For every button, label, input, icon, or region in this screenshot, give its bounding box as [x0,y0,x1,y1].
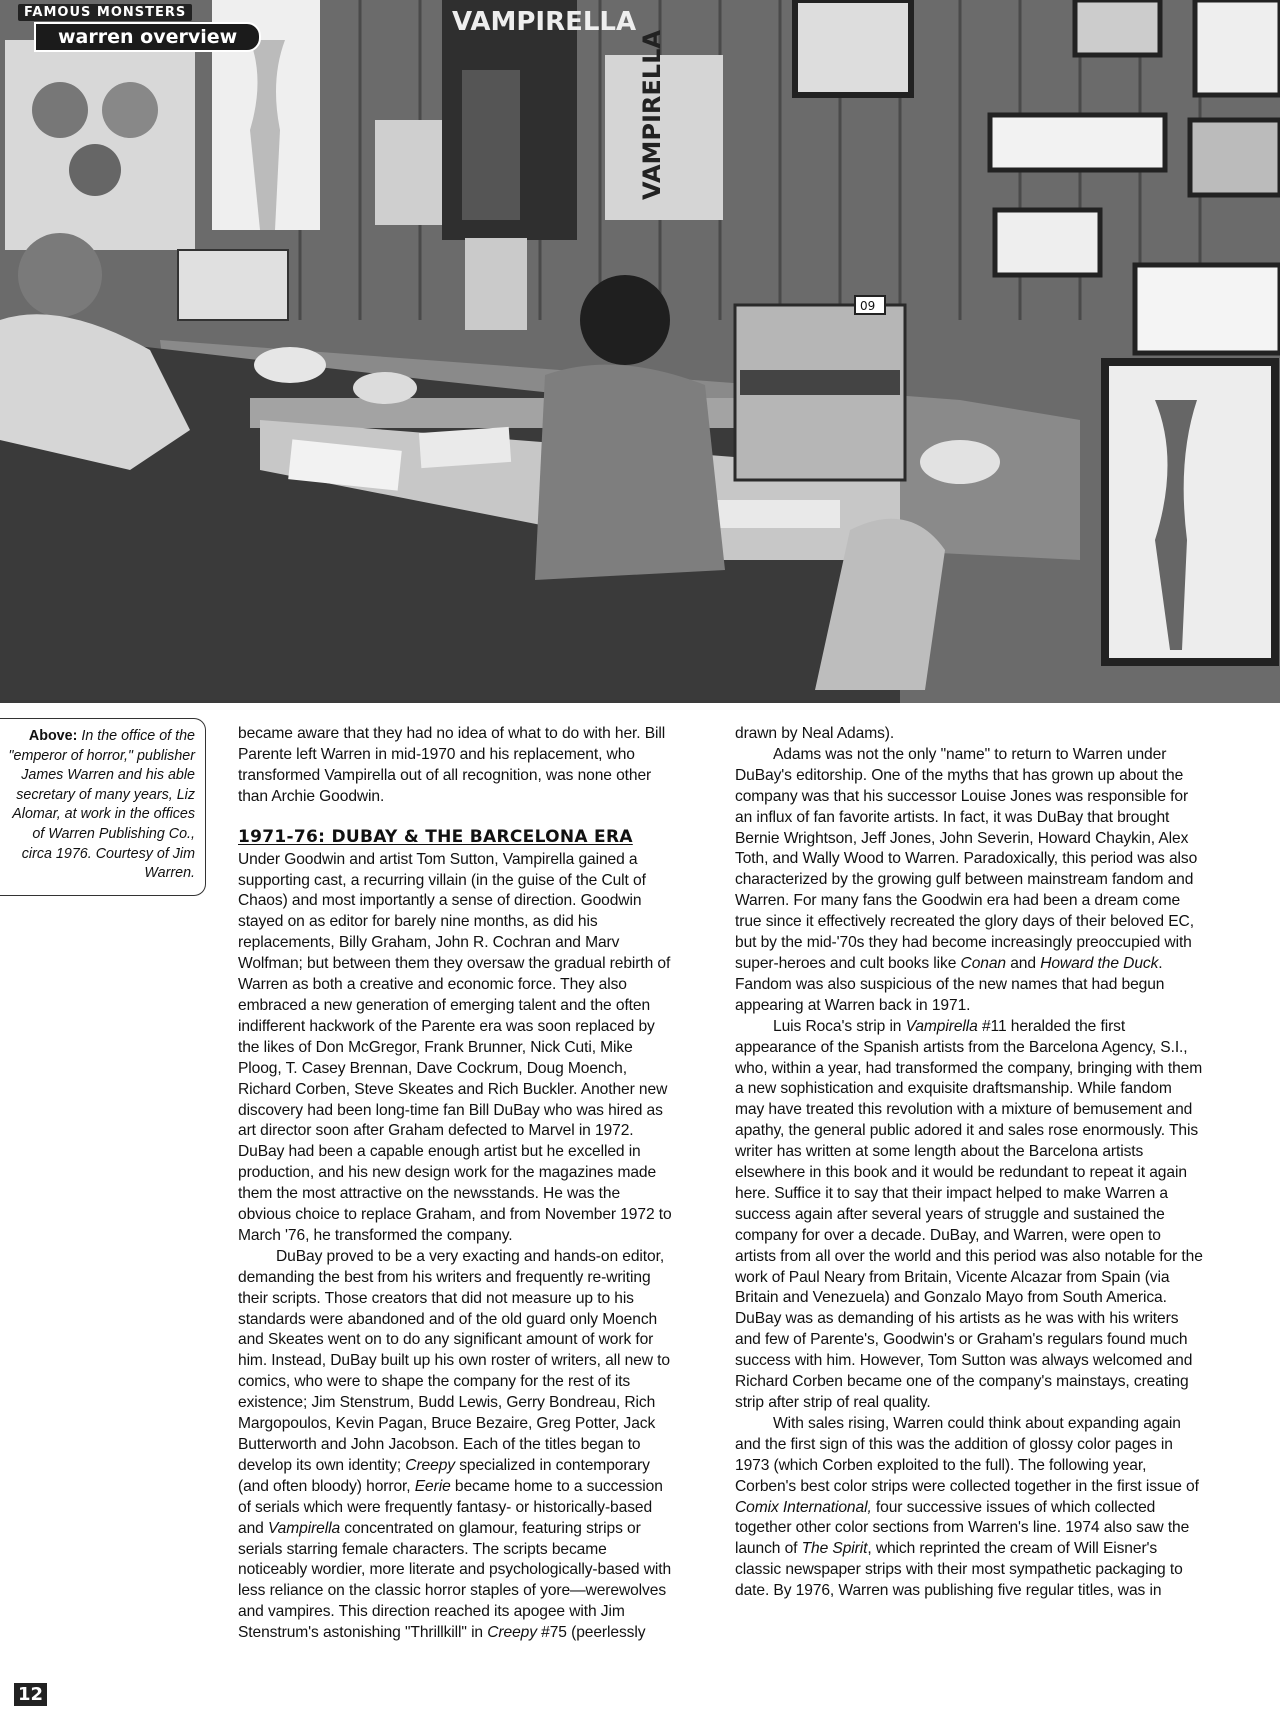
title-vampirella: Vampirella [905,1017,978,1035]
article-column-1 [238,724,672,1644]
paragraph [735,1414,1203,1602]
paragraph: drawn by Neal Adams). [735,725,895,742]
svg-text:VAMPIRELLA: VAMPIRELLA [452,7,637,37]
title-conan: Conan [960,954,1006,972]
caption-credit: Courtesy of Jim Warren. [95,845,195,882]
text-run: became home to a succession of serials which were frequently fantasy- or historically-based and [238,1477,663,1537]
office-photo-illustration [0,0,1280,703]
paragraph [735,1017,1203,1414]
text-run: , which reprinted the cream of Will Eisner's classic newspaper strips with their most sympathetic packaging to date. By 1976, Warren was publishing five regular titles, was in [735,1540,1183,1600]
svg-text:09: 09 [860,299,876,313]
text-run: and [1010,954,1036,972]
section-heading: 1971-76: DUBAY & THE BARCELONA ERA [238,826,633,847]
text-run: four successive issues of which collected together other color sections from Warren's line. 1974 also saw the launch of [735,1498,1190,1558]
photo-caption [0,718,206,896]
page-number: 12 [14,1683,47,1706]
text-run: #11 heralded the first appearance of the Spanish artists from the Barcelona Agency, S.I., who, within a year, had transformed the company, bringing with them a new sophistication and exquisite draftsmanship. While fandom may have treated this revolution with a mixture of bemusement and apathy, the general public adored it and sales rose enormously. This writer has written at some length about the Barcelona artists elsewhere in this book and it would be redundant to repeat it again here. Suffice it to say that their impact helped to make Warren a success again after several years of struggle and sustained the company for over a decade. DuBay, and Warren, were open to artists from all over the world and this period was also notable for the work of Paul Neary from Britain, Vicente Alcazar from Spain (via Britain and Venezuela) and Gonzalo Mayo from South America. DuBay was as demanding of his artists as he was with his writers and few of Parente's, Goodwin's or Graham's regulars found much success with him. However, Tom Sutton was always welcomed and Richard Corben became one of the company's mainstays, creating strip after strip of real quality. [735,1017,1203,1411]
text-run: concentrated on glamour, featuring strips or serials starring female characters. The scripts became noticeably wordier, more literate and psychologically-based with less reliance on the classic horror staples of yore—werewolves and vampires. This direction reached its apogee with Jim Stenstrum's astonishing "Thrillkill" in [238,1519,672,1642]
section-tab [0,0,300,50]
office-photo [0,0,1280,703]
paragraph: Under Goodwin and artist Tom Sutton, Vampirella gained a supporting cast, a recurring villain (in the guise of the Cult of Chaos) and most importantly a sense of direction. Goodwin stayed on as editor for barely nine months, as did his replacements, Billy Graham, John R. Cochran and Marv Wolfman; but between them they oversaw the gradual rebirth of Warren as both a creative and economic force. They also embraced a new generation of emerging talent and the often indifferent hackwork of the Parente era was soon replaced by the likes of Don McGregor, Frank Brunner, Nick Cuti, Mike Ploog, T. Casey Brennan, Dave Cockrum, Doug Moench, Richard Corben, Steve Skeates and Rich Buckler. Another new discovery had been long-time fan Bill DuBay who was hired as art director soon after Graham defected to Marvel in 1972. DuBay had been a capable enough artist but he excelled in production, and his new design work for the magazines made them the most attractive on the newsstands. He was the obvious choice to replace Graham, and from November 1972 to March '76, he transformed the company. [238,850,672,1244]
title-creepy: Creepy [405,1456,455,1474]
caption-body: In the office of the "emperor of horror," publisher James Warren and his able secretary of many years, Liz Alomar, at work in the offices of Warren Publishing Co., circa 1976. [8,728,195,862]
section-label: warren overview [34,22,261,52]
title-howard-the-duck: Howard the Duck [1040,954,1159,972]
title-comix-international: Comix International, [735,1498,872,1516]
paragraph: became aware that they had no idea of what to do with her. Bill Parente left Warren in mid-1970 and his replacement, who transformed Vampirella out of all recognition, was none other than Archie Goodwin. [238,725,666,805]
title-vampirella: Vampirella [267,1519,341,1537]
article-column-2 [735,724,1203,1602]
text-run: DuBay proved to be a very exacting and hands-on editor, demanding the best from his writers and frequently re-writing their scripts. Those creators that did not measure up to his standards were abandoned and of the old guard only Moench and Skeates went on to do any significant amount of work for him. Instead, DuBay built up his own roster of writers, all new to comics, who were to shape the company for the rest of its existence; Jim Stenstrum, Budd Lewis, Gerry Bondreau, Rich Margopoulos, Kevin Pagan, Bruce Bezaire, Greg Potter, Jack Butterworth and John Jacobson. Each of the titles began to develop its own identity; [238,1247,670,1474]
title-the-spirit: The Spirit [801,1540,868,1558]
paragraph [238,1247,672,1644]
title-creepy: Creepy [487,1624,537,1642]
caption-lead: Above: [28,728,78,744]
text-run: Luis Roca's strip in [773,1017,902,1035]
text-run: . Fandom was also suspicious of the new names that had begun appearing at Warren back in 1971. [735,954,1165,1014]
text-run: #75 (peerlessly [541,1624,646,1642]
text-run: Adams was not the only "name" to return to Warren under DuBay's editorship. One of the myths that has grown up about the company was that his successor Louise Jones was responsible for an influx of fan favorite artists. In fact, it was DuBay that brought Bernie Wrightson, Jeff Jones, John Severin, Howard Chaykin, Alex Toth, and Wally Wood to Warren. Paradoxically, this period was also characterized by the growing gulf between mainstream fandom and Warren. For many fans the Goodwin era had been a dream come true since it effectively recreated the glory days of their beloved EC, but by the mid-'70s they had become increasingly preoccupied with super-heroes and cult books like [735,745,1198,972]
paragraph [735,745,1203,1017]
text-run: specialized in contemporary (and often bloody) horror, [238,1456,650,1495]
title-eerie: Eerie [414,1477,451,1495]
svg-text:VAMPIRELLA: VAMPIRELLA [638,30,666,200]
text-run: With sales rising, Warren could think about expanding again and the first sign of this was the addition of glossy color pages in 1973 (which Corben exploited to the full). The following year, Corben's best color strips were collected together in the first issue of [735,1414,1199,1495]
brand-logo: FAMOUS MONSTERS [18,4,192,21]
